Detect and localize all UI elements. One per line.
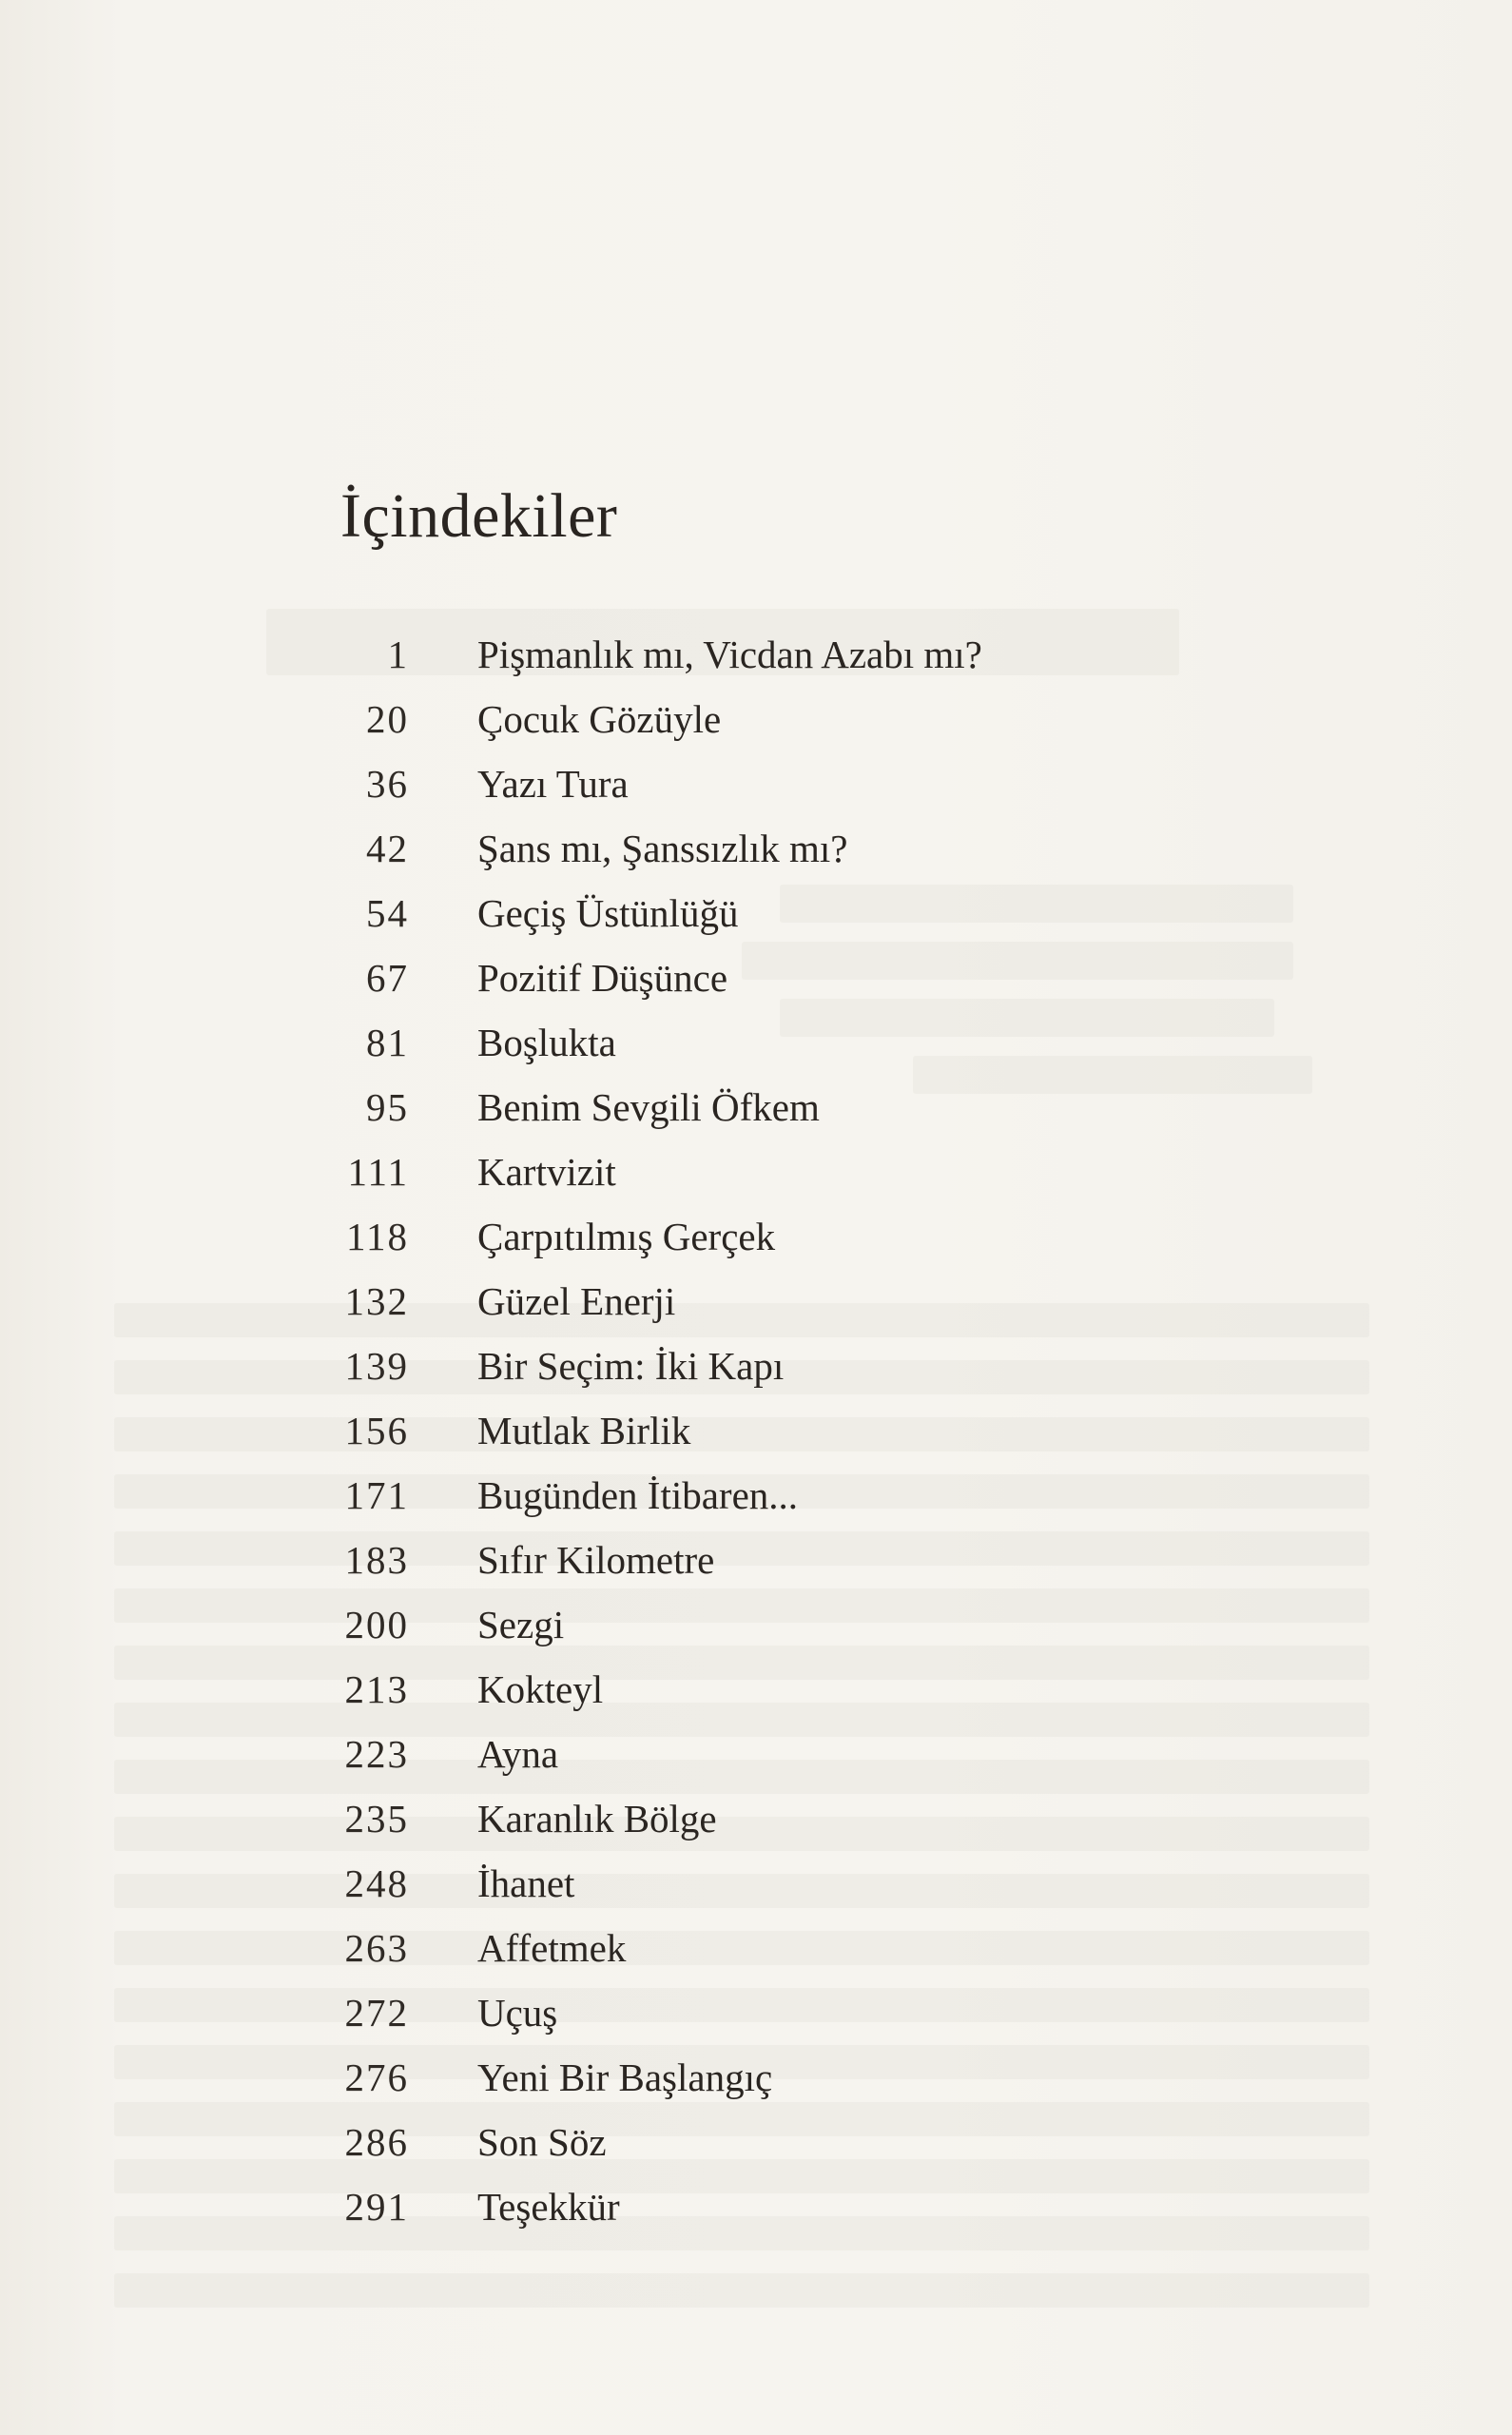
toc-entry bbox=[0, 2110, 1512, 2174]
toc-page-number: 139 bbox=[344, 1344, 409, 1388]
toc-entry bbox=[0, 751, 1512, 816]
toc-page-number: 276 bbox=[344, 2055, 409, 2099]
toc-page-number: 235 bbox=[344, 1797, 409, 1841]
toc-chapter-title: Kokteyl bbox=[477, 1667, 604, 1711]
toc-chapter-title: Teşekkür bbox=[477, 2185, 620, 2229]
toc-chapter-title: Bir Seçim: İki Kapı bbox=[477, 1344, 785, 1388]
toc-page-number: 213 bbox=[344, 1667, 409, 1711]
toc-chapter-title: Yazı Tura bbox=[477, 762, 629, 806]
toc-chapter-title: Benim Sevgili Öfkem bbox=[477, 1085, 820, 1129]
toc-chapter-title: Affetmek bbox=[477, 1926, 627, 1970]
toc-title: İçindekiler bbox=[340, 481, 618, 551]
toc-entry bbox=[0, 1851, 1512, 1916]
toc-chapter-title: Sezgi bbox=[477, 1603, 565, 1646]
toc-chapter-title: Geçiş Üstünlüğü bbox=[477, 891, 739, 935]
toc-page-number: 1 bbox=[387, 633, 409, 676]
toc-page-number: 67 bbox=[366, 956, 409, 1000]
toc-entry bbox=[0, 1140, 1512, 1204]
toc-entry bbox=[0, 1010, 1512, 1075]
toc-page-number: 183 bbox=[344, 1538, 409, 1582]
toc-entry bbox=[0, 1075, 1512, 1140]
toc-chapter-title: İhanet bbox=[477, 1861, 575, 1905]
toc-chapter-title: Son Söz bbox=[477, 2120, 607, 2164]
toc-chapter-title: Bugünden İtibaren... bbox=[477, 1473, 799, 1517]
toc-chapter-title: Yeni Bir Başlangıç bbox=[477, 2055, 773, 2099]
toc-chapter-title: Güzel Enerji bbox=[477, 1279, 676, 1323]
toc-entry bbox=[0, 2045, 1512, 2110]
toc-list bbox=[0, 622, 1512, 2239]
toc-page-number: 132 bbox=[344, 1279, 409, 1323]
toc-entry bbox=[0, 2174, 1512, 2239]
toc-entry bbox=[0, 1398, 1512, 1463]
toc-entry bbox=[0, 687, 1512, 751]
toc-chapter-title: Boşlukta bbox=[477, 1021, 616, 1064]
toc-chapter-title: Çarpıtılmış Gerçek bbox=[477, 1215, 776, 1258]
toc-page-number: 81 bbox=[366, 1021, 409, 1064]
toc-page-number: 171 bbox=[344, 1473, 409, 1517]
toc-entry bbox=[0, 1269, 1512, 1334]
toc-page-number: 20 bbox=[366, 697, 409, 741]
toc-page-number: 223 bbox=[344, 1732, 409, 1776]
toc-chapter-title: Pişmanlık mı, Vicdan Azabı mı? bbox=[477, 633, 982, 676]
toc-entry bbox=[0, 945, 1512, 1010]
toc-entry bbox=[0, 1592, 1512, 1657]
toc-entry bbox=[0, 622, 1512, 687]
toc-chapter-title: Çocuk Gözüyle bbox=[477, 697, 722, 741]
toc-page-number: 156 bbox=[344, 1409, 409, 1452]
toc-entry bbox=[0, 1722, 1512, 1786]
toc-entry bbox=[0, 1916, 1512, 1980]
toc-entry bbox=[0, 881, 1512, 945]
toc-entry bbox=[0, 816, 1512, 881]
toc-chapter-title: Ayna bbox=[477, 1732, 559, 1776]
toc-entry bbox=[0, 1204, 1512, 1269]
toc-chapter-title: Şans mı, Şanssızlık mı? bbox=[477, 827, 848, 870]
toc-page-number: 263 bbox=[344, 1926, 409, 1970]
toc-entry bbox=[0, 1528, 1512, 1592]
toc-page-number: 291 bbox=[344, 2185, 409, 2229]
toc-page-number: 272 bbox=[344, 1991, 409, 2035]
toc-page-number: 118 bbox=[346, 1215, 409, 1258]
toc-chapter-title: Pozitif Düşünce bbox=[477, 956, 728, 1000]
toc-page-number: 95 bbox=[366, 1085, 409, 1129]
toc-entry bbox=[0, 1657, 1512, 1722]
toc-entry bbox=[0, 1463, 1512, 1528]
toc-page-number: 111 bbox=[347, 1150, 409, 1194]
toc-chapter-title: Uçuş bbox=[477, 1991, 558, 2035]
toc-page-number: 286 bbox=[344, 2120, 409, 2164]
toc-chapter-title: Kartvizit bbox=[477, 1150, 616, 1194]
toc-entry bbox=[0, 1334, 1512, 1398]
toc-entry bbox=[0, 1786, 1512, 1851]
toc-page-number: 36 bbox=[366, 762, 409, 806]
toc-entry bbox=[0, 1980, 1512, 2045]
toc-page-number: 54 bbox=[366, 891, 409, 935]
toc-page-number: 42 bbox=[366, 827, 409, 870]
toc-page-number: 248 bbox=[344, 1861, 409, 1905]
toc-page-number: 200 bbox=[344, 1603, 409, 1646]
toc-chapter-title: Karanlık Bölge bbox=[477, 1797, 717, 1841]
toc-chapter-title: Mutlak Birlik bbox=[477, 1409, 691, 1452]
toc-chapter-title: Sıfır Kilometre bbox=[477, 1538, 715, 1582]
